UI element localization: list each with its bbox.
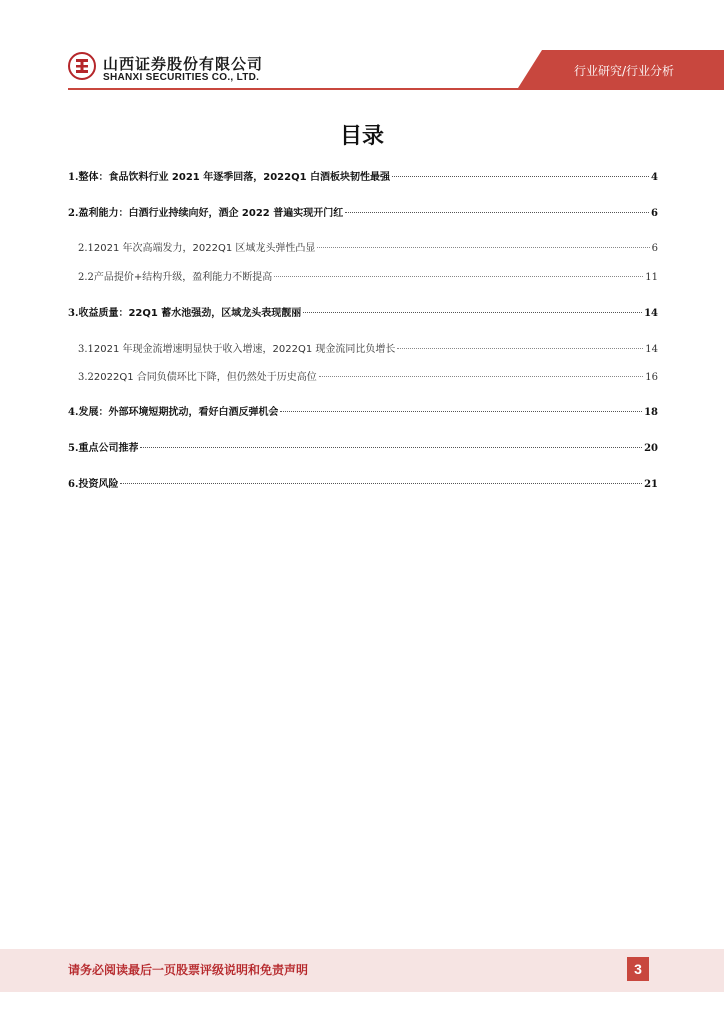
toc-entry-2-2[interactable]: [78, 268, 658, 283]
category-label: 行业研究/行业分析: [573, 64, 674, 78]
toc-number: 2.: [68, 208, 79, 219]
company-name-cn: 山西证券股份有限公司: [103, 55, 264, 73]
toc-page: 14: [645, 344, 658, 355]
toc-number: 1.: [68, 172, 79, 183]
toc-number: 4.: [68, 407, 79, 418]
toc-entry-3[interactable]: [68, 304, 658, 319]
toc-text: 投资风险: [78, 479, 119, 490]
toc-text: 2021 年次高端发力，2022Q1 区域龙头弹性凸显: [93, 243, 316, 254]
toc-page: 20: [644, 443, 658, 454]
toc-leader: [280, 411, 642, 412]
toc-entry-3-1[interactable]: [78, 340, 658, 355]
toc-text: 2021 年现金流增速明显快于收入增速，2022Q1 现金流同比负增长: [93, 344, 396, 355]
toc-page: 21: [644, 479, 658, 490]
toc-leader: [392, 176, 649, 177]
toc-leader: [303, 312, 642, 313]
toc-leader: [140, 447, 642, 448]
toc-page: 14: [644, 308, 658, 319]
toc-page: 16: [645, 372, 658, 383]
toc-text: 盈利能力：白酒行业持续向好，酒企 2022 普遍实现开门红: [78, 208, 344, 219]
header-rule: [68, 88, 724, 90]
toc-number: 5.: [68, 443, 79, 454]
toc-page: 11: [645, 272, 658, 283]
toc-entry-2[interactable]: [68, 204, 658, 219]
toc-leader: [274, 276, 643, 277]
toc-page: 6: [651, 208, 658, 219]
toc-page: 6: [651, 243, 658, 254]
toc-number: 6.: [68, 479, 79, 490]
toc-entry-4[interactable]: [68, 403, 658, 418]
toc-leader: [345, 212, 649, 213]
toc-entry-2-1[interactable]: [78, 239, 658, 254]
toc-page: 18: [644, 407, 658, 418]
toc-number: 2.1: [78, 243, 94, 254]
footer-disclaimer: 请务必阅读最后一页股票评级说明和免责声明: [68, 963, 309, 977]
toc-number: 2.2: [78, 272, 94, 283]
shanxi-securities-logo-icon: [73, 57, 91, 75]
toc-text: 整体：食品饮料行业 2021 年逐季回落，2022Q1 白酒板块韧性最强: [78, 172, 391, 183]
toc-entry-3-2[interactable]: [78, 368, 658, 383]
toc-leader: [319, 376, 643, 377]
toc-number: 3.1: [78, 344, 94, 355]
toc-text: 2022Q1 合同负债环比下降，但仍然处于历史高位: [93, 372, 317, 383]
toc-leader: [397, 348, 643, 349]
toc-entry-5[interactable]: [68, 439, 658, 454]
toc-text: 发展：外部环境短期扰动，看好白酒反弹机会: [78, 407, 279, 418]
toc-leader: [120, 483, 642, 484]
toc-entry-1[interactable]: [68, 168, 658, 183]
toc-text: 重点公司推荐: [78, 443, 139, 454]
toc-number: 3.2: [78, 372, 94, 383]
toc-text: 收益质量：22Q1 蓄水池强劲，区域龙头表现靓丽: [78, 308, 302, 319]
toc-text: 产品提价+结构升级，盈利能力不断提高: [93, 272, 273, 283]
page-title: 目录: [339, 124, 384, 149]
page-number: 3: [627, 957, 649, 981]
toc-entry-6[interactable]: [68, 475, 658, 490]
toc-number: 3.: [68, 308, 79, 319]
company-logo: [68, 52, 96, 80]
toc-leader: [317, 247, 649, 248]
toc-page: 4: [651, 172, 658, 183]
company-name-en: SHANXI SECURITIES CO., LTD.: [103, 72, 260, 83]
